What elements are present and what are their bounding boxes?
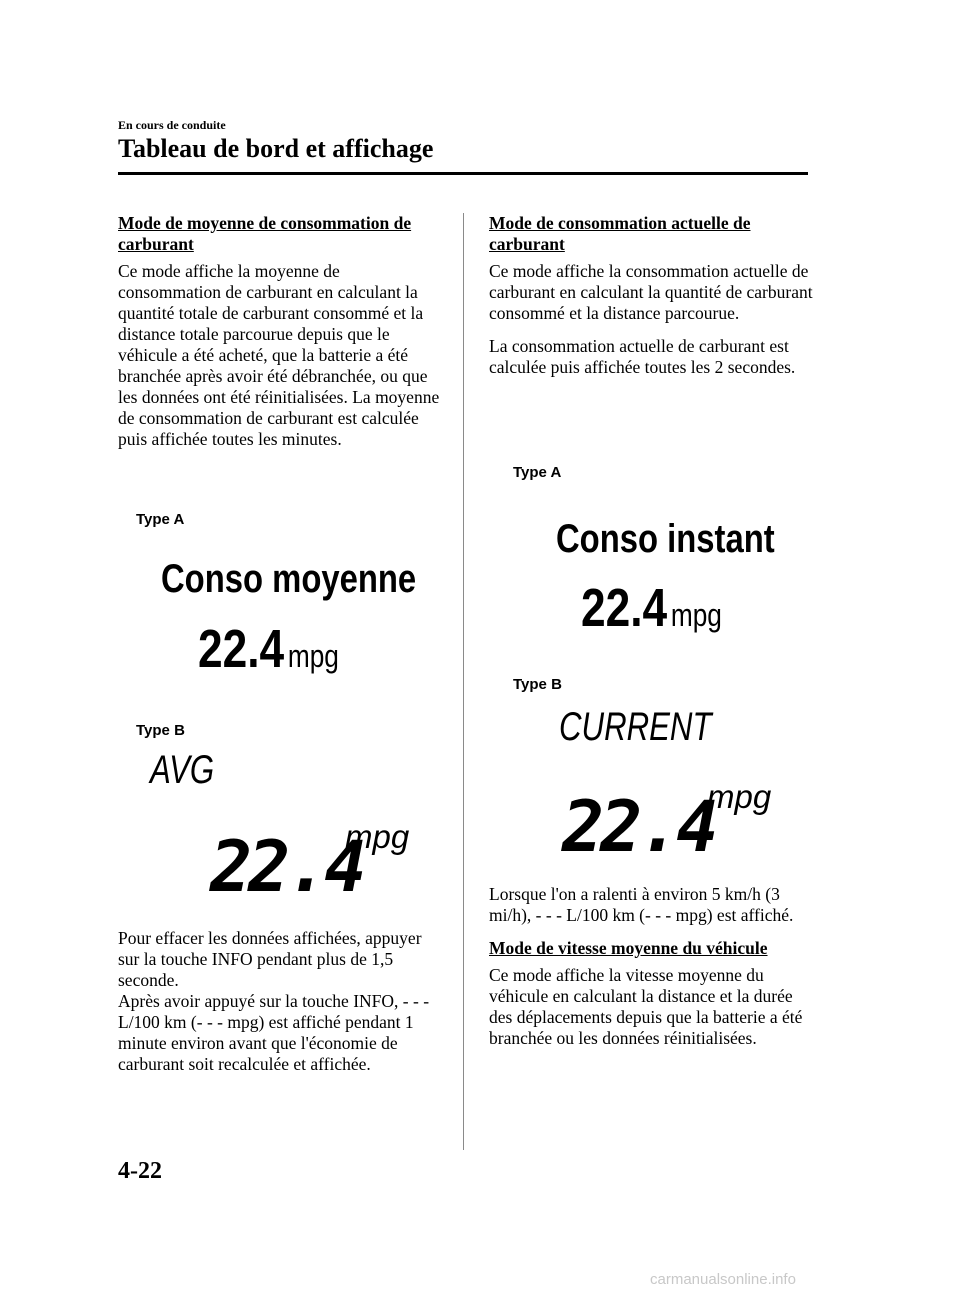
left-type-b-label: Type B [136,722,185,739]
right-type-a-label: Type A [513,464,562,481]
header-rule [118,172,808,175]
current-fuel-heading: Mode de consommation actuelle de carburant [489,213,751,254]
current-fuel-interval: La consommation actuelle de carburant est calculée puis affichée toutes les 2 secondes. [489,336,796,377]
watermark: carmanualsonline.info [650,1271,796,1288]
right-type-b-reading [562,778,772,868]
right-type-a-unit: mpg [670,597,722,633]
reset-note: Après avoir appuyé sur la touche INFO, - - - L/100 km (- - - mpg) est affiché pendant 1 minute environ avant que l'économie de carburant soit recalculée et affichée. [118,991,430,1074]
column-divider [463,213,464,1150]
right-type-a-word: Conso instant [556,517,775,561]
page-number: 4-22 [118,1158,162,1184]
left-type-b-unit: mpg [345,818,410,855]
avg-fuel-heading: Mode de moyenne de consommation de carburant [118,213,412,254]
left-type-a-word: Conso moyenne [161,557,417,601]
right-column [489,213,819,390]
avg-speed-description: Ce mode affiche la vitesse moyenne du véhicule en calculant la distance et la durée des déplacements depuis que la batterie a été branchée ou les données réinitialisées. [489,965,803,1048]
left-bottom-text [118,928,440,1075]
right-type-b-word: CURRENT [559,705,712,749]
right-type-b-value: 22.4 [562,786,715,868]
left-type-a-reading [198,618,339,680]
right-type-a-reading [581,577,722,639]
left-column [118,213,440,462]
page-title: Tableau de bord et affichage [118,134,434,163]
left-type-a-label: Type A [136,511,185,528]
right-type-b-unit: mpg [707,778,772,815]
avg-speed-heading: Mode de vitesse moyenne du véhicule [489,938,768,958]
left-type-b-value: 22.4 [210,826,363,908]
left-type-b-word: AVG [150,748,215,792]
left-type-a-unit: mpg [287,638,339,674]
avg-fuel-description: Ce mode affiche la moyenne de consommation de carburant en calculant la quantité totale de carburant consommé et la distance totale parcourue depuis que le véhicule a été acheté, que la batterie a été branchée après avoir été débranchée, ou que les données ont été réinitialisées. La moyenne de consommation de carburant est calculée puis affichée toutes les minutes. [118,261,440,449]
right-type-a-value: 22.4 [581,578,668,638]
right-type-b-label: Type B [513,676,562,693]
slowdown-note: Lorsque l'on a ralenti à environ 5 km/h (3 mi/h), - - - L/100 km (- - - mpg) est affiché. [489,884,794,925]
left-type-a-value: 22.4 [198,619,285,679]
left-type-b-reading [210,818,410,908]
reset-instruction: Pour effacer les données affichées, appuyer sur la touche INFO pendant plus de 1,5 seconde. [118,928,422,990]
current-fuel-description: Ce mode affiche la consommation actuelle de carburant en calculant la quantité de carburant consommé et la distance parcourue. [489,261,813,323]
section-label: En cours de conduite [118,118,226,132]
right-bottom-text [489,884,819,1061]
